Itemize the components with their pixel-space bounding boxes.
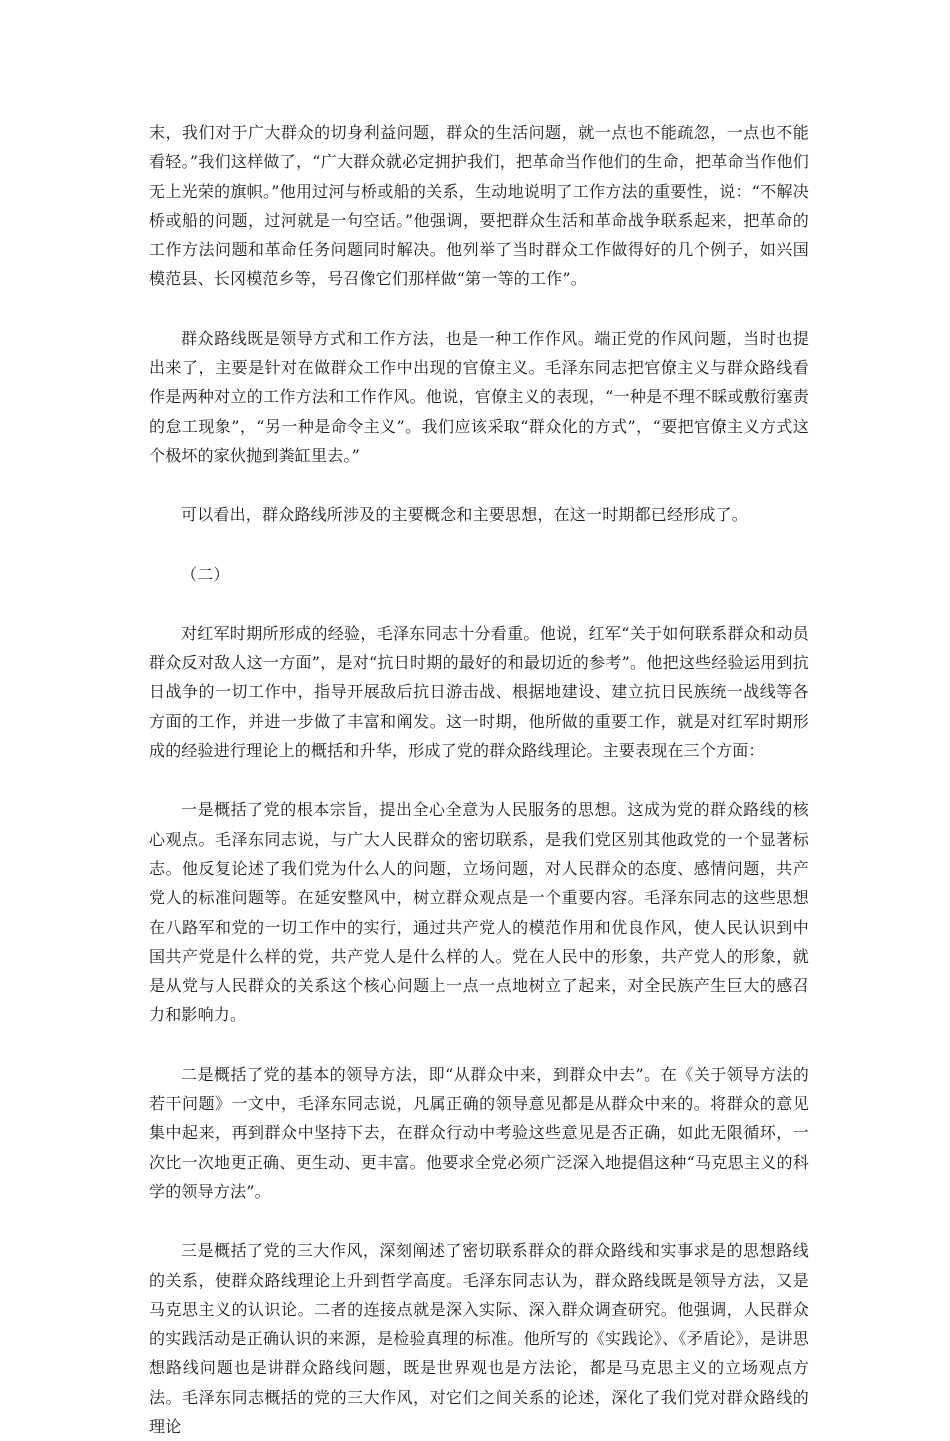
paragraph-1: 末，我们对于广大群众的切身利益问题，群众的生活问题，就一点也不能疏忽，一点也不能看轻。”我们这样做了，“广大群众就必定拥护我们，把革命当作他们的生命，把革命当作他们无上光荣的旗帜。”他用过河与桥或船的关系，生动地说明了工作方法的重要性，说：“不解决桥或船的问题，过河就是一句空话。”他强调，要把群众生活和革命战争联系起来，把革命的工作方法问题和革命任务问题同时解决。他列举了当时群众工作做得好的几个例子，如兴国模范县、长冈模范乡等，号召像它们那样做“第一等的工作”。	[149, 123, 809, 289]
paragraph-3: 可以看出，群众路线所涉及的主要概念和主要思想，在这一时期都已经形成了。	[181, 505, 749, 525]
section-heading: （二）	[181, 564, 230, 584]
paragraph-4: 对红军时期所形成的经验，毛泽东同志十分看重。他说，红军“关于如何联系群众和动员群众反对敌人这一方面”，是对“抗日时期的最好的和最切近的参考”。他把这些经验运用到抗日战争的一切工作中，指导开展敌后抗日游击战、根据地建设、建立抗日民族统一战线等各方面的工作，并进一步做了丰富和阐发。这一时期，他所做的重要工作，就是对红军时期形成的经验进行理论上的概括和升华，形成了党的群众路线理论。主要表现在三个方面：	[149, 623, 809, 761]
paragraph-7: 三是概括了党的三大作风，深刻阐述了密切联系群众的群众路线和实事求是的思想路线的关系，使群众路线理论上升到哲学高度。毛泽东同志认为，群众路线既是领导方法，又是马克思主义的认识论。二者的连接点就是深入实际、深入群众调查研究。他强调，人民群众的实践活动是正确认识的来源，是检验真理的标准。他所写的《实践论》、《矛盾论》，是讲思想路线问题也是讲群众路线问题，既是世界观也是方法论，都是马克思主义的立场观点方法。毛泽东同志概括的党的三大作风，对它们之间关系的论述，深化了我们党对群众路线的理论	[149, 1241, 809, 1436]
paragraph-2: 群众路线既是领导方式和工作方法，也是一种工作作风。端正党的作风问题，当时也提出来了，主要是针对在做群众工作中出现的官僚主义。毛泽东同志把官僚主义与群众路线看作是两种对立的工作方法和工作作风。他说，官僚主义的表现，“一种是不理不睬或敷衍塞责的怠工现象”，“另一种是命令主义”。我们应该采取“群众化的方式”，“要把官僚主义方式这个极坏的家伙抛到粪缸里去。”	[149, 328, 809, 465]
document-body	[149, 118, 809, 1441]
paragraph-5: 一是概括了党的根本宗旨，提出全心全意为人民服务的思想。这成为党的群众路线的核心观点。毛泽东同志说，与广大人民群众的密切联系，是我们党区别其他政党的一个显著标志。他反复论述了我们党为什么人的问题，立场问题，对人民群众的态度、感情问题，共产党人的标准问题等。在延安整风中，树立群众观点是一个重要内容。毛泽东同志的这些思想在八路军和党的一切工作中的实行，通过共产党人的模范作用和优良作风，使人民认识到中国共产党是什么样的党，共产党人是什么样的人。党在人民中的形象，共产党人的形象，就是从党与人民群众的关系这个核心问题上一点一点地树立了起来，对全民族产生巨大的感召力和影响力。	[149, 800, 809, 1025]
paragraph-6: 二是概括了党的基本的领导方法，即“从群众中来，到群众中去”。在《关于领导方法的若干问题》一文中，毛泽东同志说，凡属正确的领导意见都是从群众中来的。将群众的意见集中起来，再到群众中坚持下去，在群众行动中考验这些意见是否正确，如此无限循环，一次比一次地更正确、更生动、更丰富。他要求全党必须广泛深入地提倡这种“马克思主义的科学的领导方法”。	[149, 1064, 809, 1201]
